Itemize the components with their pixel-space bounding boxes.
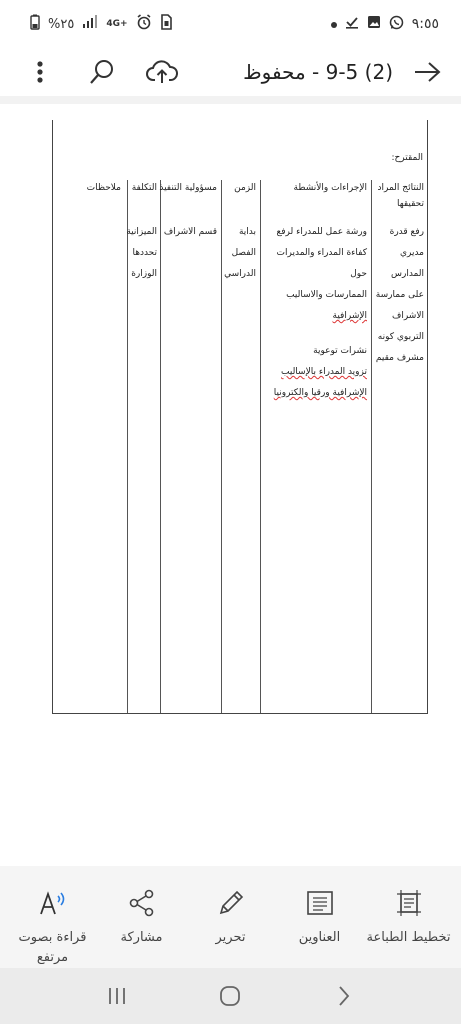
results-line: مشرف مقيم <box>375 353 424 363</box>
procedures-line: ورشة عمل للمدراء لرفع <box>276 227 367 237</box>
time-column <box>220 222 256 285</box>
proposal-label: المقترح: <box>391 153 423 163</box>
cloud-upload-icon[interactable] <box>144 54 180 90</box>
share-button[interactable] <box>97 886 186 968</box>
proposal-table <box>52 120 428 714</box>
search-icon[interactable] <box>84 54 120 90</box>
header-time: الزمن <box>234 183 256 193</box>
time-line: الدراسي <box>224 269 256 279</box>
results-line: التربوي كونه <box>377 332 424 342</box>
edit-button[interactable] <box>186 886 275 968</box>
procedures-line: الممارسات والاساليب <box>286 290 367 300</box>
time-line: بداية <box>238 227 256 237</box>
time-line: الفصل <box>231 248 256 258</box>
header-notes: ملاحظات <box>86 183 121 193</box>
header-cost: التكلفة <box>131 183 157 193</box>
cost-column <box>125 222 157 285</box>
headings-icon <box>303 886 337 920</box>
header-responsibility: مسؤولية التنفيذ <box>159 183 217 193</box>
home-icon[interactable] <box>210 976 250 1016</box>
status-right <box>331 15 439 34</box>
procedures-line: تزويد المدراء بالإساليب <box>281 367 367 377</box>
procedures-line: كفاءة المدراء والمديرات حول <box>276 248 367 279</box>
responsibility-line: قسم الاشراف <box>163 227 217 237</box>
status-left <box>30 14 172 34</box>
results-line: الاشراف <box>392 311 424 321</box>
status-bar <box>0 0 461 48</box>
edit-label: تحرير <box>215 930 246 945</box>
cost-line: الوزارة <box>131 269 157 279</box>
responsibility-column <box>159 222 217 243</box>
sim-icon <box>160 14 172 34</box>
share-label: مشاركة <box>120 930 163 945</box>
more-vertical-icon[interactable] <box>22 54 58 90</box>
clock-text: ٩:٥٥ <box>411 16 439 32</box>
share-icon <box>125 886 159 920</box>
cost-line: الميزانية <box>126 227 157 237</box>
procedures-column <box>259 222 367 404</box>
image-icon <box>367 15 381 33</box>
app-bar <box>0 48 461 96</box>
dot-icon <box>331 17 337 32</box>
print-layout-label: تخطيط الطباعة <box>366 930 451 945</box>
headings-label: العناوين <box>298 930 341 945</box>
back-arrow-icon[interactable] <box>409 54 445 90</box>
bottom-toolbar <box>0 866 461 968</box>
header-procedures: الإجراءات والأنشطة <box>293 183 367 193</box>
results-line: المدارس <box>390 269 424 279</box>
procedures-line: الإشرافية ورقيا والكترونيا <box>273 388 367 398</box>
cost-line: تحددها <box>132 248 157 258</box>
column-divider <box>160 180 161 713</box>
procedures-line: الإشرافية <box>332 311 367 321</box>
document-title: (2) 9-5 - محفوظ <box>243 60 393 84</box>
results-line: مديري <box>399 248 424 258</box>
read-aloud-label: قراءة بصوت مرتفع <box>18 930 87 965</box>
signal-icon <box>82 15 98 33</box>
document-page[interactable] <box>0 104 461 866</box>
battery-icon <box>30 14 40 34</box>
back-icon[interactable] <box>324 976 364 1016</box>
network-text: 4G+ <box>106 19 128 29</box>
print-layout-icon <box>392 886 426 920</box>
whatsapp-icon <box>389 15 404 34</box>
header-results: النتائج المراد تحقيقها <box>377 183 424 209</box>
read-aloud-button[interactable] <box>8 886 97 968</box>
check-icon <box>345 15 359 33</box>
procedures-line: نشرات توعوية <box>313 346 367 356</box>
battery-text: %٢٥ <box>48 16 75 32</box>
alarm-icon <box>136 14 152 34</box>
procedures-line <box>259 327 367 341</box>
edit-pencil-icon <box>214 886 248 920</box>
recent-apps-icon[interactable] <box>97 976 137 1016</box>
print-layout-button[interactable] <box>364 886 453 968</box>
results-line: على ممارسة <box>375 290 424 300</box>
headings-button[interactable] <box>275 886 364 968</box>
system-nav-bar <box>0 968 461 1024</box>
results-line: رفع قدرة <box>389 227 424 237</box>
results-column <box>370 222 424 369</box>
read-aloud-icon <box>36 886 70 920</box>
